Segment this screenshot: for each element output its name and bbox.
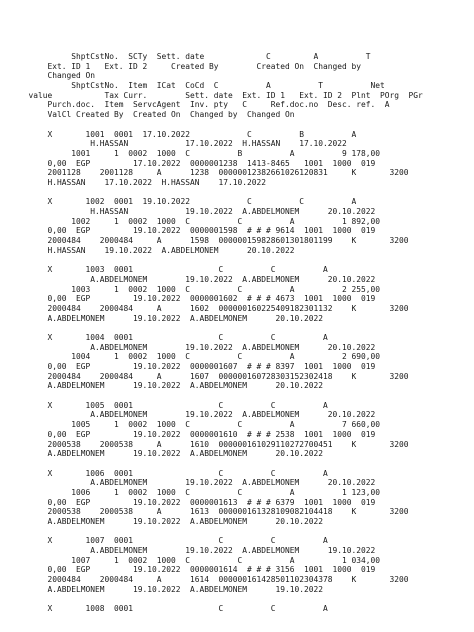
report-line: 0,00 EGP 19.10.2022 0000001602 # # # 4673 1001 1000 019 bbox=[0, 294, 376, 304]
report-line: H.HASSAN 17.10.2022 H.HASSAN 17.10.2022 bbox=[0, 139, 347, 149]
report-line: A.ABDELMONEM 19.10.2022 A.ABDELMONEM 20.10.2022 bbox=[0, 313, 324, 323]
report-line: X 1007 0001 C C A bbox=[0, 536, 328, 546]
report-line: 2000538 2000538 A 1613 000000161328109082104418 K 3200 bbox=[0, 507, 409, 517]
report-line: 0,00 EGP 17.10.2022 0000001238 1413-8465 1001 1000 019 bbox=[0, 158, 376, 168]
report-line: A.ABDELMONEM 19.10.2022 A.ABDELMONEM 20.10.2022 bbox=[0, 517, 324, 526]
report-line: A.ABDELMONEM 19.10.2022 A.ABDELMONEM 19.10.2022 bbox=[0, 546, 376, 556]
report-line: X 1002 0001 19.10.2022 C C A bbox=[0, 197, 357, 207]
report-line: Purch.doc. Item ServcAgent Inv. pty C Ref.doc.no Desc. ref. A bbox=[0, 100, 390, 110]
report-line: A.ABDELMONEM 19.10.2022 A.ABDELMONEM 20.10.2022 bbox=[0, 274, 376, 284]
report-line: A.ABDELMONEM 19.10.2022 A.ABDELMONEM 19.10.2022 bbox=[0, 584, 324, 594]
report-line: value Tax Curr. Sett. date Ext. ID 1 Ext. ID 2 Plnt POrg PGr bbox=[0, 90, 423, 100]
report-line bbox=[0, 255, 423, 265]
report-listing bbox=[0, 52, 423, 614]
report-line: 1004 1 0002 1000 C C A 2 690,00 bbox=[0, 352, 381, 362]
report-line bbox=[0, 188, 423, 198]
report-line bbox=[0, 459, 423, 469]
report-line: Changed On bbox=[0, 71, 96, 81]
report-line: 1001 1 0002 1000 C B A 9 178,00 bbox=[0, 148, 381, 158]
report-line: A.ABDELMONEM 19.10.2022 A.ABDELMONEM 20.10.2022 bbox=[0, 410, 376, 420]
report-line: A.ABDELMONEM 19.10.2022 A.ABDELMONEM 20.10.2022 bbox=[0, 342, 376, 352]
report-line: 0,00 EGP 19.10.2022 0000001614 # # # 3156 1001 1000 019 bbox=[0, 565, 376, 575]
report-line: 1005 1 0002 1000 C C A 7 660,00 bbox=[0, 420, 381, 430]
report-line: A.ABDELMONEM 19.10.2022 A.ABDELMONEM 20.10.2022 bbox=[0, 381, 324, 391]
report-line: 2000484 2000484 A 1607 000000160728303152302418 K 3200 bbox=[0, 371, 409, 381]
report-line: 0,00 EGP 19.10.2022 0000001598 # # # 9614 1001 1000 019 bbox=[0, 226, 376, 236]
report-line: ShptCstNo. Item ICat CoCd C A T Net bbox=[0, 81, 385, 91]
report-line: 1002 1 0002 1000 C C A 1 892,00 bbox=[0, 216, 381, 226]
report-line: X 1004 0001 C C A bbox=[0, 332, 328, 342]
report-line bbox=[0, 323, 423, 333]
report-line: A.ABDELMONEM 19.10.2022 A.ABDELMONEM 20.10.2022 bbox=[0, 478, 376, 488]
report-line: 0,00 EGP 19.10.2022 0000001610 # # # 2538 1001 1000 019 bbox=[0, 429, 376, 439]
report-line bbox=[0, 391, 423, 401]
report-line: 0,00 EGP 19.10.2022 0000001613 # # # 6379 1001 1000 019 bbox=[0, 497, 376, 507]
report-line: Ext. ID 1 Ext. ID 2 Created By Created On Changed by bbox=[0, 61, 362, 71]
report-line: A.ABDELMONEM 19.10.2022 A.ABDELMONEM 20.10.2022 bbox=[0, 449, 324, 459]
report-line: H.HASSAN 19.10.2022 A.ABDELMONEM 20.10.2022 bbox=[0, 207, 376, 216]
report-line: X 1005 0001 C C A bbox=[0, 400, 328, 410]
report-line: 2000484 2000484 A 1602 000000160225409182301132 K 3200 bbox=[0, 303, 409, 313]
report-line: 2000484 2000484 A 1614 000000161428501102304378 K 3200 bbox=[0, 575, 409, 585]
report-line: 1007 1 0002 1000 C C A 1 034,00 bbox=[0, 555, 381, 565]
report-line: H.HASSAN 17.10.2022 H.HASSAN 17.10.2022 bbox=[0, 177, 267, 187]
report-line: X 1008 0001 C C A bbox=[0, 604, 328, 614]
report-line: 2000538 2000538 A 1610 000000161029110272700451 K 3200 bbox=[0, 439, 409, 449]
report-line bbox=[0, 527, 423, 537]
report-line: H.HASSAN 19.10.2022 A.ABDELMONEM 20.10.2022 bbox=[0, 245, 295, 255]
report-line: ValCl Created By Created On Changed by Changed On bbox=[0, 110, 295, 120]
report-line: X 1001 0001 17.10.2022 C B A bbox=[0, 129, 357, 139]
report-line: 1006 1 0002 1000 C C A 1 123,00 bbox=[0, 487, 381, 497]
report-line bbox=[0, 595, 423, 605]
report-line: ShptCstNo. SCTy Sett. date C A T bbox=[0, 52, 371, 61]
report-line: 2000484 2000484 A 1598 000000159828601301801199 K 3200 bbox=[0, 236, 409, 246]
report-line bbox=[0, 120, 423, 130]
report-line: 1003 1 0002 1000 C C A 2 255,00 bbox=[0, 284, 381, 294]
report-line: 0,00 EGP 19.10.2022 0000001607 # # # 8397 1001 1000 019 bbox=[0, 362, 376, 371]
report-line: 2001128 2001128 A 1238 00000012382661026120831 K 3200 bbox=[0, 168, 409, 178]
report-line: X 1003 0001 C C A bbox=[0, 265, 328, 275]
report-line: X 1006 0001 C C A bbox=[0, 468, 328, 478]
